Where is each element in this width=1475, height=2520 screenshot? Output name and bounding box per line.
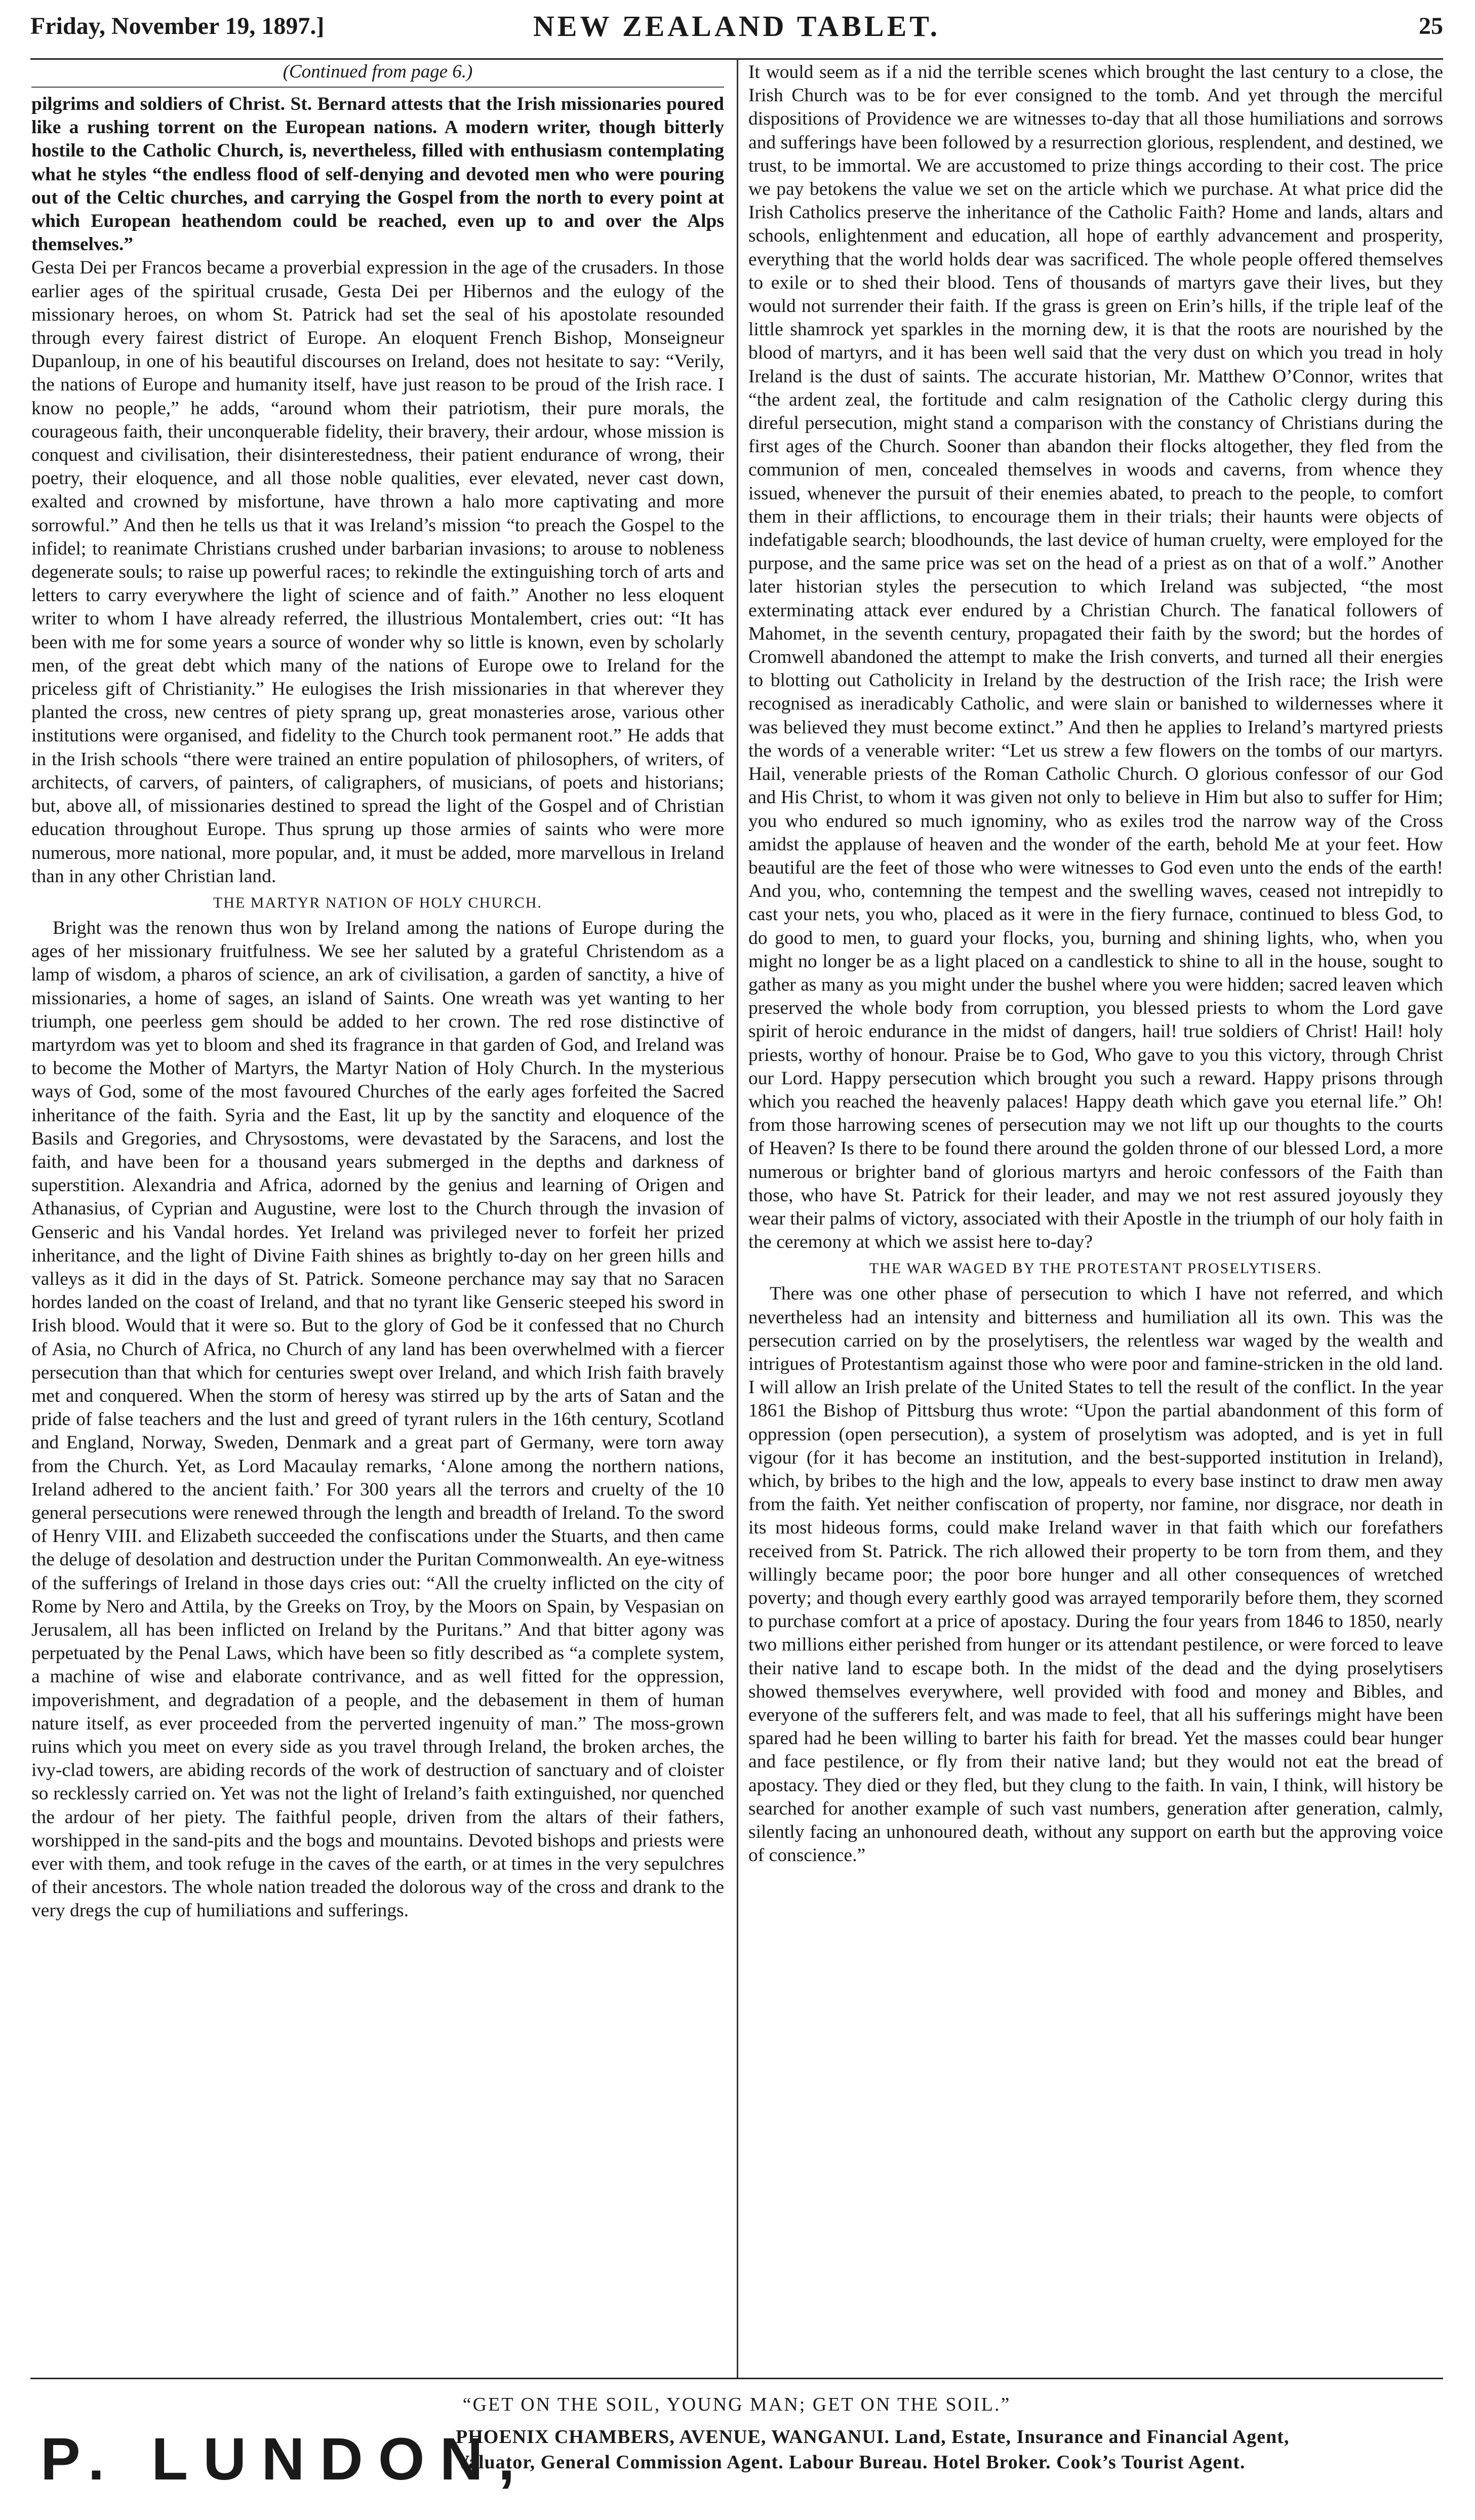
column-divider	[737, 58, 738, 2378]
continued-rule	[31, 87, 724, 88]
section-heading: THE MARTYR NATION OF HOLY CHURCH.	[213, 894, 543, 911]
ad-services-line: Valuator, General Commission Agent. Labour Bureau. Hotel Broker. Cook’s Tourist Agent.	[456, 2452, 1246, 2473]
masthead-title: NEW ZEALAND TABLET.	[533, 10, 941, 43]
continued-note: (Continued from page 6.)	[283, 61, 473, 82]
advertisement	[30, 2378, 1443, 2511]
article-paragraph: There was one other phase of persecution to which I have not referred, and which nevertheless had an intensity and bitterness and humiliation all its own. This was the persecution carried on by the proselytisers, the relentless war waged by the wealth and intrigues of Protestantism against those who were poor and famine-stricken in the old land. I will allow an Irish prelate of the United States to tell the result of the conflict. In the year 1861 the Bishop of Pittsburg thus wrote: “Upon the partial abandonment of this form of oppression (open persecution), a system of proselytism was adopted, and is yet in full vigour (for it has become an institution, and the best-supported institution in Ireland), which, by bribes to the high and the low, appeals to every base instinct to draw men away from the faith. Yet neither confiscation of property, nor famine, nor disgrace, nor death in its most hideous forms, could make Ireland waver in that faith which our forefathers received from St. Patrick. The rich allowed their property to be torn from them, and they willingly became poor; the poor bore hunger and all other consequences of wretched poverty; and though every earthly good was arrayed temporarily before them, they scorned to purchase comfort at a price of apostacy. During the four years from 1846 to 1850, nearly two millions either perished from hunger or its attendant pestilence, or were forced to leave their native land to escape both. In the midst of the dead and the dying proselytisers showed themselves everywhere, well provided with food and money and Bibles, and everyone of the sufferers felt, and was made to feel, that all his sufferings might have been spared had he been willing to barter his faith for bread. Yet the masses could bear hunger and face pestilence, or fly from their native land; but they would not eat the bread of apostacy. They died or they fled, but they clung to the faith. In vain, I think, will history be searched for another example of such vast numbers, generation after generation, calmly, silently facing an unhonoured death, without any support on earth but the approving voice of conscience.”	[748, 1283, 1443, 1866]
article-paragraph: It would seem as if a nid the terrible scenes which brought the last century to a close, the Irish Church was to be for ever consigned to the tomb. And yet through the merciful dispositions of Providence we are witnesses to-day that all those humiliations and sorrows and sufferings have been followed by a resurrection glorious, resplendent, and destined, we trust, to be immortal. We are accustomed to prize things according to their cost. The price we pay betokens the value we set on the article which we purchase. At what price did the Irish Catholics preserve the inheritance of the Catholic Faith? Home and lands, altars and schools, enlightenment and education, all hope of earthly advancement and prosperity, everything that the world holds dear was sacrificed. The whole people offered themselves to exile or to shed their blood. Tens of thousands of martyrs gave their lives, but they would not surrender their faith. If the grass is green on Erin’s hills, if the triple leaf of the little shamrock yet sparkles in the morning dew, it is that the roots are nourished by the blood of martyrs, and it has been well said that the very dust on which you tread in holy Ireland is the dust of saints. The accurate historian, Mr. Matthew O’Connor, writes that “the ardent zeal, the fortitude and calm resignation of the Catholic clergy during this direful persecution, might stand a comparison with the constancy of Christians during the first ages of the Church. Sooner than abandon their flocks altogether, they fled from the communion of men, concealed themselves in woods and caverns, from whence they issued, whenever the pursuit of their enemies abated, to preach to the people, to comfort them in their afflictions, to encourage them in their trials; their haunts were objects of indefatigable search; bloodhounds, the last device of human cruelty, were employed for the purpose, and the same price was set on the head of a priest as on that of a wolf.” Another later historian styles the persecution to which Ireland was subjected, “the most exterminating attack ever endured by a Christian Church. The fanatical followers of Mahomet, in the seventh century, propagated their faith by the sword; but the hordes of Cromwell abandoned the attempt to make the Irish converts, and turned all their energies to blotting out Catholicity in Ireland by the destruction of the Irish race; the Irish were recognised as ineradicably Catholic, and were slain or banished to wildernesses where it was believed they must become extinct.” And then he applies to Ireland’s martyred priests the words of a venerable writer: “Let us strew a few flowers on the tombs of our martyrs. Hail, venerable priests of the Roman Catholic Church. O glorious confessor of our God and His Christ, to whom it was given not only to believe in Him but also to suffer for Him; you who endured so much ignominy, who as exiles trod the narrow way of the Cross amidst the applause of heaven and the wonder of the earth, behold Me at your feet. How beautiful are the feet of those who were witnesses to God even unto the ends of the earth! And you, who, contemning the tempest and the swelling waves, ceased not intrepidly to cast your nets, you who, placed as it were in the fiery furnace, continued to bless God, to do good to men, to guard your flocks, you, burning and shining lights, who, when you might no longer be as a light placed on a candlestick to shine to all in the house, sought to gather as many as you might under the bushel where you were hidden; sacred leaven which preserved the whole body from corruption, you blessed priests to whom the Lord gave spirit of heroic endurance in the midst of dangers, hail! true soldiers of Christ! Hail! holy priests, worthy of honour. Praise be to God, Who gave to you this victory, through Christ our Lord. Happy persecution which brought you such a reward. Happy prisons through which you reached the heavenly palaces! Happy death which gave you eternal life.” Oh! from those harrowing scenes of persecution may we not lift up our thoughts to the courts of Heaven? Is there to be found there around the golden throne of our blessed Lord, a more numerous or brighter band of glorious martyrs and heroic confessors of the Faith than those, who have St. Patrick for their leader, and may we not rest assured joyously they wear their palms of victory, associated with their Apostle in the triumph of our holy faith in the ceremony at which we assist here to-day?	[748, 62, 1443, 1253]
ad-name: P. LUNDON,	[41, 2426, 530, 2493]
article-paragraph: Gesta Dei per Francos became a proverbial expression in the age of the crusaders. In those earlier ages of the spiritual crusade, Gesta Dei per Hibernos and the eulogy of the missionary heroes, on whom St. Patrick had set the seal of his apostolate resounded through every fairest district of Europe. An eloquent French Bishop, Monseigneur Dupanloup, in one of his beautiful discourses on Ireland, does not hesitate to say: “Verily, the nations of Europe and humanity itself, have just reason to be proud of the Irish race. I know no people,” he adds, “around whom their patriotism, their pure morals, the courageous faith, their unconquerable fidelity, their bravery, their ardour, whose mission is conquest and civilisation, their disinterestedness, their patient endurance of wrong, their poetry, their eloquence, and all those noble qualities, ever elevated, never cast down, exalted and crowned by misfortune, have thrown a halo more captivating and more sorrowful.” And then he tells us that it was Ireland’s mission “to preach the Gospel to the infidel; to reanimate Christians crushed under barbarian invasions; to arouse to nobleness degenerate souls; to raise up powerful races; to rekindle the extinguishing torch of arts and letters to carry everywhere the light of science and of faith.” Another no less eloquent writer to whom I have already referred, the illustrious Montalembert, cries out: “It has been with me for some years a source of wonder why so little is known, even by scholarly men, of the great debt which many of the nations of Europe owe to Ireland for the priceless gift of Christianity.” He eulogises the Irish missionaries in that wherever they planted the cross, new centres of piety sprang up, great monasteries arose, various other institutions were organised, and fidelity to the Church took permanent root.” He adds that in the Irish schools “there were trained an entire population of philosophers, of writers, of architects, of carvers, of painters, of caligraphers, of musicians, of poets and historians; but, above all, of missionaries destined to spread the light of the Gospel and of Christian education throughout Europe. Thus sprung up those armies of saints who were more numerous, more national, more popular, and, it must be added, more marvellous in Ireland than in any other Christian land.	[31, 257, 724, 887]
ad-slogan: “GET ON THE SOIL, YOUNG MAN; GET ON THE SOIL.”	[462, 2394, 1011, 2415]
article-paragraph: pilgrims and soldiers of Christ. St. Bernard attests that the Irish missionaries poured like a rushing torrent on the European nations. A modern writer, though bitterly hostile to the Catholic Church, is, nevertheless, filled with enthusiasm contemplating what he styles “the endless flood of self-denying and devoted men who were pouring out of the Celtic churches, and carrying the Gospel from the north to every point at which European heathendom could be reached, even up to and over the Alps themselves.”	[31, 94, 724, 255]
ad-address-line: PHOENIX CHAMBERS, AVENUE, WANGANUI. Land, Estate, Insurance and Financial Agent,	[456, 2426, 1290, 2448]
page-header	[30, 5, 1443, 60]
right-column	[748, 61, 1443, 2370]
page-number: 25	[1419, 13, 1443, 40]
article-paragraph: Bright was the renown thus won by Ireland among the nations of Europe during the ages of her missionary fruitfulness. We see her saluted by a grateful Christendom as a lamp of wisdom, a pharos of science, an ark of civilisation, a garden of sanctity, a hive of missionaries, a home of sages, an island of Saints. One wreath was yet wanting to her triumph, one peerless gem should be added to her crown. The red rose distinctive of martyrdom was yet to bloom and shed its fragrance in that garden of God, and Ireland was to become the Mother of Martyrs, the Martyr Nation of Holy Church. In the mysterious ways of God, some of the most favoured Churches of the early ages forfeited the Sacred inheritance of the faith. Syria and the East, lit up by the sanctity and eloquence of the Basils and Gregories, and Chrysostoms, were devastated by the Saracens, and lost the faith, and have been for a thousand years submerged in the depths and darkness of superstition. Alexandria and Africa, adorned by the genius and learning of Origen and Athanasius, of Cyprian and Augustine, were lost to the Church through the invasion of Genseric and his Vandal hordes. Yet Ireland was privileged never to forfeit her prized inheritance, and the light of Divine Faith shines as brightly to-day on her green hills and valleys as it did in the days of St. Patrick. Someone perchance may say that no Saracen hordes landed on the coast of Ireland, and that no tyrant like Genseric steeped his sword in Irish blood. Would that it were so. But to the glory of God be it confessed that no Church of Asia, no Church of Africa, no Church of any land has been overwhelmed with a fiercer persecution than that which for centuries swept over Ireland, and which Irish faith bravely met and conquered. When the storm of heresy was stirred up by the arts of Satan and the pride of false teachers and the lust and greed of tyrant rulers in the 16th century, Scotland and England, Norway, Sweden, Denmark and a great part of Germany, were torn away from the Church. Yet, as Lord Macaulay remarks, ‘Alone among the northern nations, Ireland adhered to the ancient faith.’ For 300 years all the terrors and cruelty of the 10 general persecutions were renewed through the length and breadth of Ireland. To the sword of Henry VIII. and Elizabeth succeeded the confiscations under the Stuarts, and then came the deluge of desolation and destruction under the Puritan Commonwealth. An eye-witness of the sufferings of Ireland in those days cries out: “All the cruelty inflicted on the city of Rome by Nero and Attila, by the Greeks on Troy, by the Moors on Spain, by Vespasian on Jerusalem, all has been inflicted on Ireland by the Puritans.” And that bitter agony was perpetuated by the Penal Laws, which have been so fitly described as “a complete system, a machine of wise and elaborate contrivance, and as well fitted for the oppression, impoverishment, and degradation of a people, and the debasement in them of human nature itself, as ever proceeded from the perverted ingenuity of man.” The moss-grown ruins which you meet on every side as you travel through Ireland, the broken arches, the ivy-clad towers, are abiding records of the work of destruction of sanctuary and of cloister so recklessly carried on. Yet was not the light of Ireland’s faith extinguished, nor quenched the ardour of her piety. The faithful people, driven from the altars of their fathers, worshipped in the sand-pits and the bogs and mountains. Devoted bishops and priests were ever with them, and took refuge in the caves of the earth, or at times in the very sepulchres of their ancestors. The whole nation treaded the dolorous way of the cross and drank to the very dregs the cup of humiliations and sufferings.	[31, 917, 724, 1921]
section-heading: THE WAR WAGED BY THE PROTESTANT PROSELYTISERS.	[869, 1260, 1323, 1277]
left-column	[31, 61, 724, 2370]
issue-date: Friday, November 19, 1897.]	[30, 13, 325, 40]
